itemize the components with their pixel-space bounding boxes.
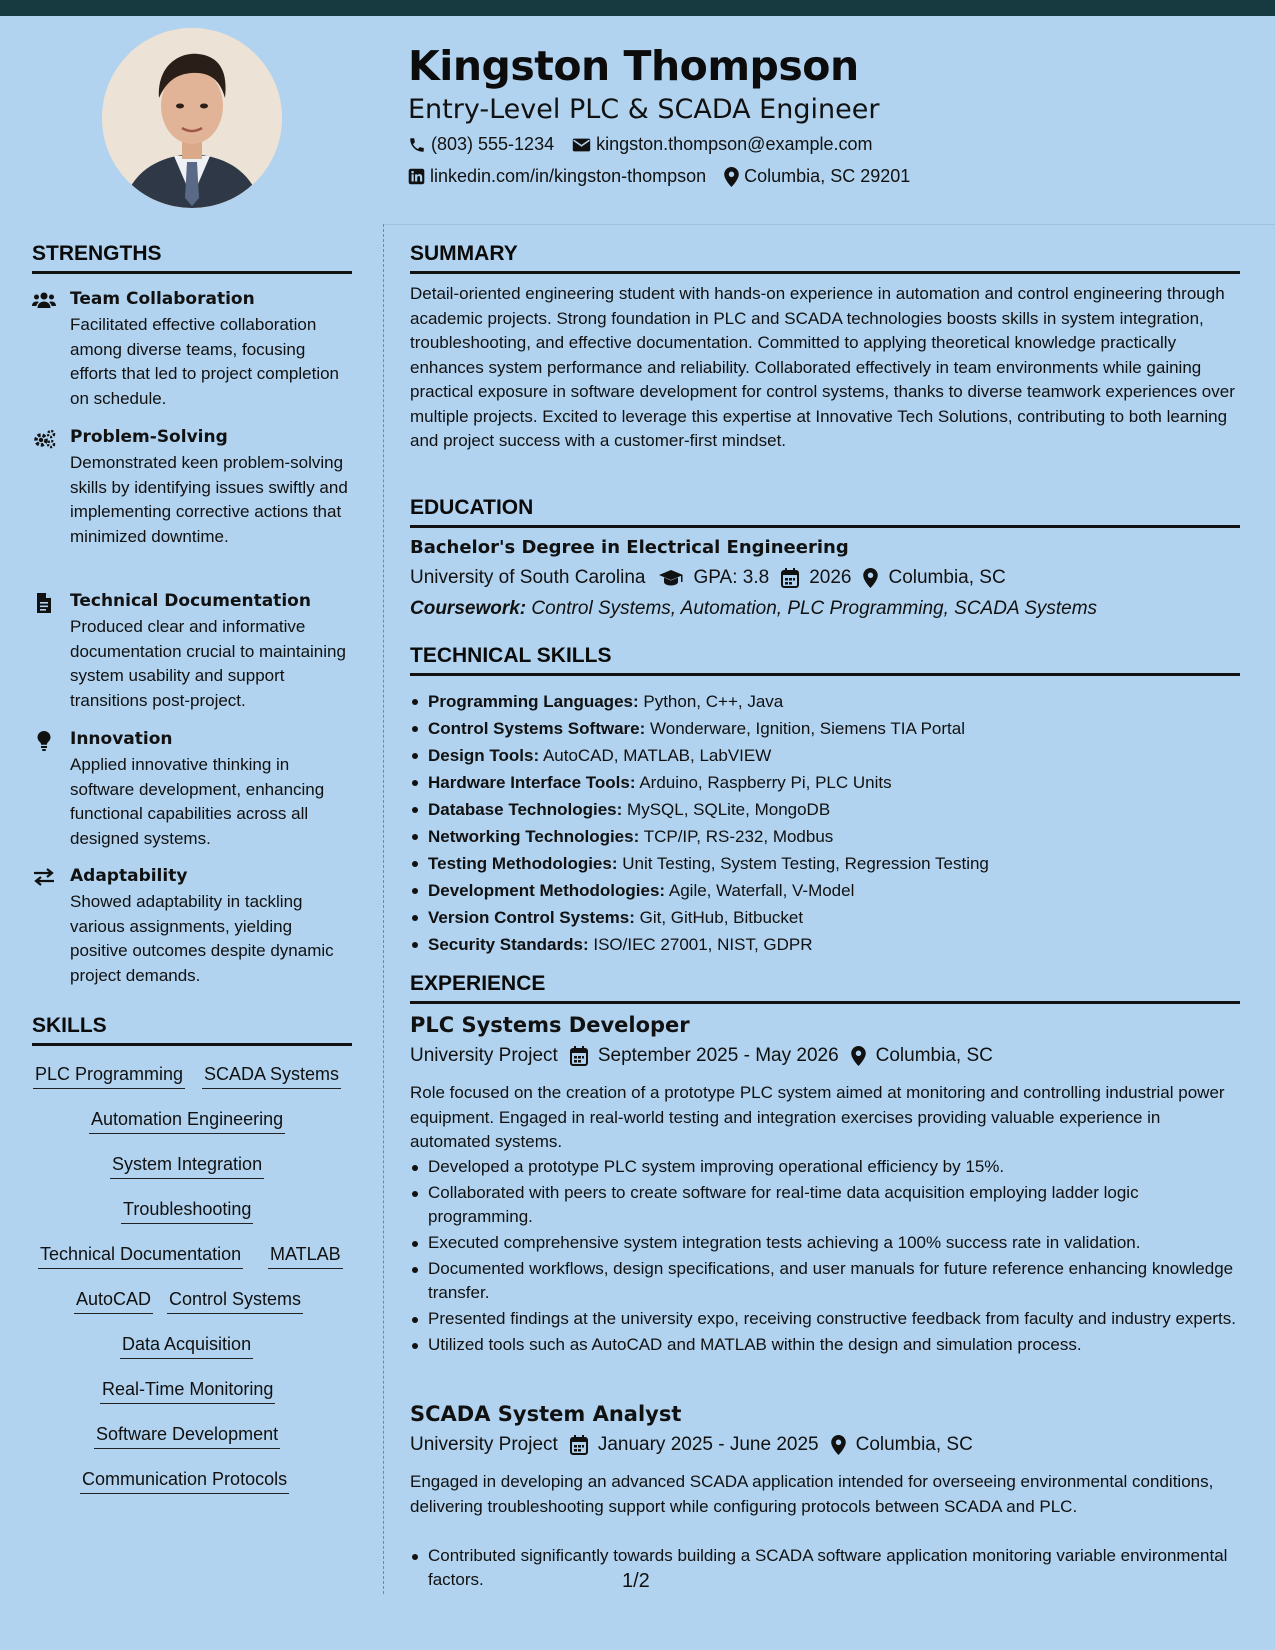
strength-name: Team Collaboration bbox=[70, 289, 255, 309]
job-meta bbox=[410, 1434, 985, 1456]
job-dates: September 2025 - May 2026 bbox=[570, 1045, 839, 1067]
job-title: SCADA System Analyst bbox=[410, 1402, 682, 1426]
strength-name: Adaptability bbox=[70, 866, 188, 886]
education-meta bbox=[410, 567, 1018, 589]
list-item: Developed a prototype PLC system improving operational efficiency by 15%. bbox=[410, 1155, 1240, 1179]
strengths-heading: STRENGTHS bbox=[32, 242, 352, 274]
technical-skills-list bbox=[410, 688, 1240, 958]
linkedin-icon bbox=[408, 168, 425, 185]
list-item: Security Standards: ISO/IEC 27001, NIST, GDPR bbox=[410, 931, 1240, 958]
graduation-year: 2026 bbox=[781, 567, 851, 589]
list-item: Testing Methodologies: Unit Testing, System Testing, Regression Testing bbox=[410, 850, 1240, 877]
job-description: Engaged in developing an advanced SCADA application intended for overseeing environmental conditions, delivering troubleshooting support while configuring protocols between SCADA and PLC. bbox=[410, 1472, 1214, 1516]
page-number: 1/2 bbox=[622, 1570, 650, 1592]
list-item: Executed comprehensive system integration tests achieving a 100% success rate in validation. bbox=[410, 1231, 1240, 1255]
list-item: Database Technologies: MySQL, SQLite, MongoDB bbox=[410, 796, 1240, 823]
email-address: kingston.thompson@example.com bbox=[596, 134, 873, 154]
education-heading: EDUCATION bbox=[410, 496, 1240, 528]
education-location: Columbia, SC bbox=[863, 567, 1005, 589]
job-bullets bbox=[410, 1544, 1240, 1594]
job-description: Role focused on the creation of a prototype PLC system aimed at monitoring and controlling industrial power equipment. Engaged in real-world testing and integration exercises providing valuable experience in automated systems. bbox=[410, 1083, 1225, 1151]
map-pin-icon bbox=[851, 1046, 866, 1066]
map-pin-icon bbox=[863, 568, 878, 588]
skill-chip: PLC Programming bbox=[33, 1064, 185, 1089]
calendar-icon bbox=[570, 1435, 588, 1455]
coursework-label: Coursework: bbox=[410, 598, 527, 619]
lightbulb-icon bbox=[32, 731, 58, 756]
strength-description: Showed adaptability in tackling various assignments, yielding positive outcomes despite dynamic project demands. bbox=[70, 892, 334, 985]
map-pin-icon bbox=[724, 167, 739, 187]
column-divider bbox=[383, 224, 384, 1594]
candidate-name: Kingston Thompson bbox=[408, 42, 859, 90]
contact-row-2 bbox=[408, 166, 928, 187]
map-pin-icon bbox=[831, 1435, 846, 1455]
strength-description: Applied innovative thinking in software development, enhancing functional capabilities across all designed systems. bbox=[70, 755, 325, 848]
calendar-icon bbox=[570, 1046, 588, 1066]
skill-chip: Communication Protocols bbox=[80, 1469, 289, 1494]
list-item: Version Control Systems: Git, GitHub, Bitbucket bbox=[410, 904, 1240, 931]
list-item: Collaborated with peers to create software for real-time data acquisition employing ladder logic programming. bbox=[410, 1181, 1240, 1229]
profile-photo bbox=[102, 28, 282, 208]
envelope-icon bbox=[572, 137, 591, 153]
list-item: Hardware Interface Tools: Arduino, Raspberry Pi, PLC Units bbox=[410, 769, 1240, 796]
skill-chip: AutoCAD bbox=[74, 1289, 153, 1314]
list-item: Documented workflows, design specifications, and user manuals for future reference enhancing knowledge transfer. bbox=[410, 1257, 1240, 1305]
users-icon bbox=[32, 291, 58, 314]
skill-chip: Software Development bbox=[94, 1424, 280, 1449]
summary-text: Detail-oriented engineering student with hands-on experience in automation and control engineering through academic projects. Strong foundation in PLC and SCADA technologies boosts skills in system integration, troubleshooting, and effective documentation. Committed to applying theoretical knowledge practically enhances system performance and reliability. Collaborated effectively in team environments while gaining practical exposure in software development for control systems, thanks to diverse teamwork experiences over multiple projects. Excited to leverage this expertise at Innovative Tech Solutions, contributing to both learning and project success with a customer-first mindset. bbox=[410, 284, 1235, 450]
coursework bbox=[410, 598, 1097, 620]
strength-description: Produced clear and informative documentation crucial to maintaining system usability and support transitions post-project. bbox=[70, 617, 346, 710]
list-item: Control Systems Software: Wonderware, Ignition, Siemens TIA Portal bbox=[410, 715, 1240, 742]
skill-chip: Data Acquisition bbox=[120, 1334, 253, 1359]
location-contact bbox=[724, 166, 910, 187]
phone-icon bbox=[408, 136, 426, 154]
strength-name: Innovation bbox=[70, 729, 173, 749]
strength-description: Facilitated effective collaboration among diverse teams, focusing efforts that led to project completion on schedule. bbox=[70, 315, 340, 408]
exchange-arrows-icon bbox=[32, 868, 58, 891]
phone-number: (803) 555-1234 bbox=[431, 134, 555, 154]
linkedin-url: linkedin.com/in/kingston-thompson bbox=[430, 166, 707, 186]
header-divider bbox=[383, 224, 1275, 225]
coursework-list: Control Systems, Automation, PLC Programming, SCADA Systems bbox=[531, 598, 1098, 619]
strength-description: Demonstrated keen problem-solving skills by identifying issues swiftly and implementing corrective actions that minimized downtime. bbox=[70, 453, 348, 546]
strength-name: Technical Documentation bbox=[70, 591, 311, 611]
strength-name: Problem-Solving bbox=[70, 427, 228, 447]
gpa: GPA: 3.8 bbox=[658, 567, 770, 589]
job-location: Columbia, SC bbox=[851, 1045, 993, 1067]
candidate-title: Entry-Level PLC & SCADA Engineer bbox=[408, 94, 880, 125]
technical-skills-heading: TECHNICAL SKILLS bbox=[410, 644, 1240, 676]
gears-icon bbox=[32, 429, 58, 454]
job-location: Columbia, SC bbox=[831, 1434, 973, 1456]
skill-chip: System Integration bbox=[110, 1154, 264, 1179]
list-item: Design Tools: AutoCAD, MATLAB, LabVIEW bbox=[410, 742, 1240, 769]
email-contact[interactable] bbox=[572, 134, 872, 155]
location-text: Columbia, SC 29201 bbox=[744, 166, 911, 186]
summary-heading: SUMMARY bbox=[410, 242, 1240, 274]
document-icon bbox=[32, 593, 58, 618]
linkedin-contact[interactable] bbox=[408, 166, 706, 187]
list-item: Presented findings at the university expo, receiving constructive feedback from faculty and industry experts. bbox=[410, 1307, 1240, 1331]
phone-contact[interactable] bbox=[408, 134, 554, 155]
job-org: University Project bbox=[410, 1434, 558, 1455]
skill-chip: Automation Engineering bbox=[89, 1109, 285, 1134]
list-item: Development Methodologies: Agile, Waterfall, V-Model bbox=[410, 877, 1240, 904]
education-degree: Bachelor's Degree in Electrical Engineering bbox=[410, 537, 849, 558]
top-accent-bar bbox=[0, 0, 1275, 16]
skill-chip: Troubleshooting bbox=[121, 1199, 253, 1224]
job-title: PLC Systems Developer bbox=[410, 1013, 690, 1037]
calendar-icon bbox=[781, 568, 799, 588]
job-org: University Project bbox=[410, 1045, 558, 1066]
skills-heading: SKILLS bbox=[32, 1014, 352, 1046]
list-item: Utilized tools such as AutoCAD and MATLAB within the design and simulation process. bbox=[410, 1333, 1240, 1357]
skill-chip: Real-Time Monitoring bbox=[100, 1379, 275, 1404]
experience-heading: EXPERIENCE bbox=[410, 972, 1240, 1004]
skill-chip: MATLAB bbox=[268, 1244, 343, 1269]
job-dates: January 2025 - June 2025 bbox=[570, 1434, 819, 1456]
list-item: Contributed significantly towards building a SCADA software application monitoring variable environmental factors. bbox=[410, 1544, 1240, 1592]
school-name: University of South Carolina bbox=[410, 567, 646, 588]
contact-row-1 bbox=[408, 134, 891, 155]
skill-chip: Technical Documentation bbox=[38, 1244, 243, 1269]
job-bullets bbox=[410, 1155, 1240, 1359]
list-item: Networking Technologies: TCP/IP, RS-232, Modbus bbox=[410, 823, 1240, 850]
job-meta bbox=[410, 1045, 1005, 1067]
graduation-cap-icon bbox=[658, 569, 684, 587]
skill-chip: Control Systems bbox=[167, 1289, 303, 1314]
list-item: Programming Languages: Python, C++, Java bbox=[410, 688, 1240, 715]
skill-chip: SCADA Systems bbox=[202, 1064, 341, 1089]
